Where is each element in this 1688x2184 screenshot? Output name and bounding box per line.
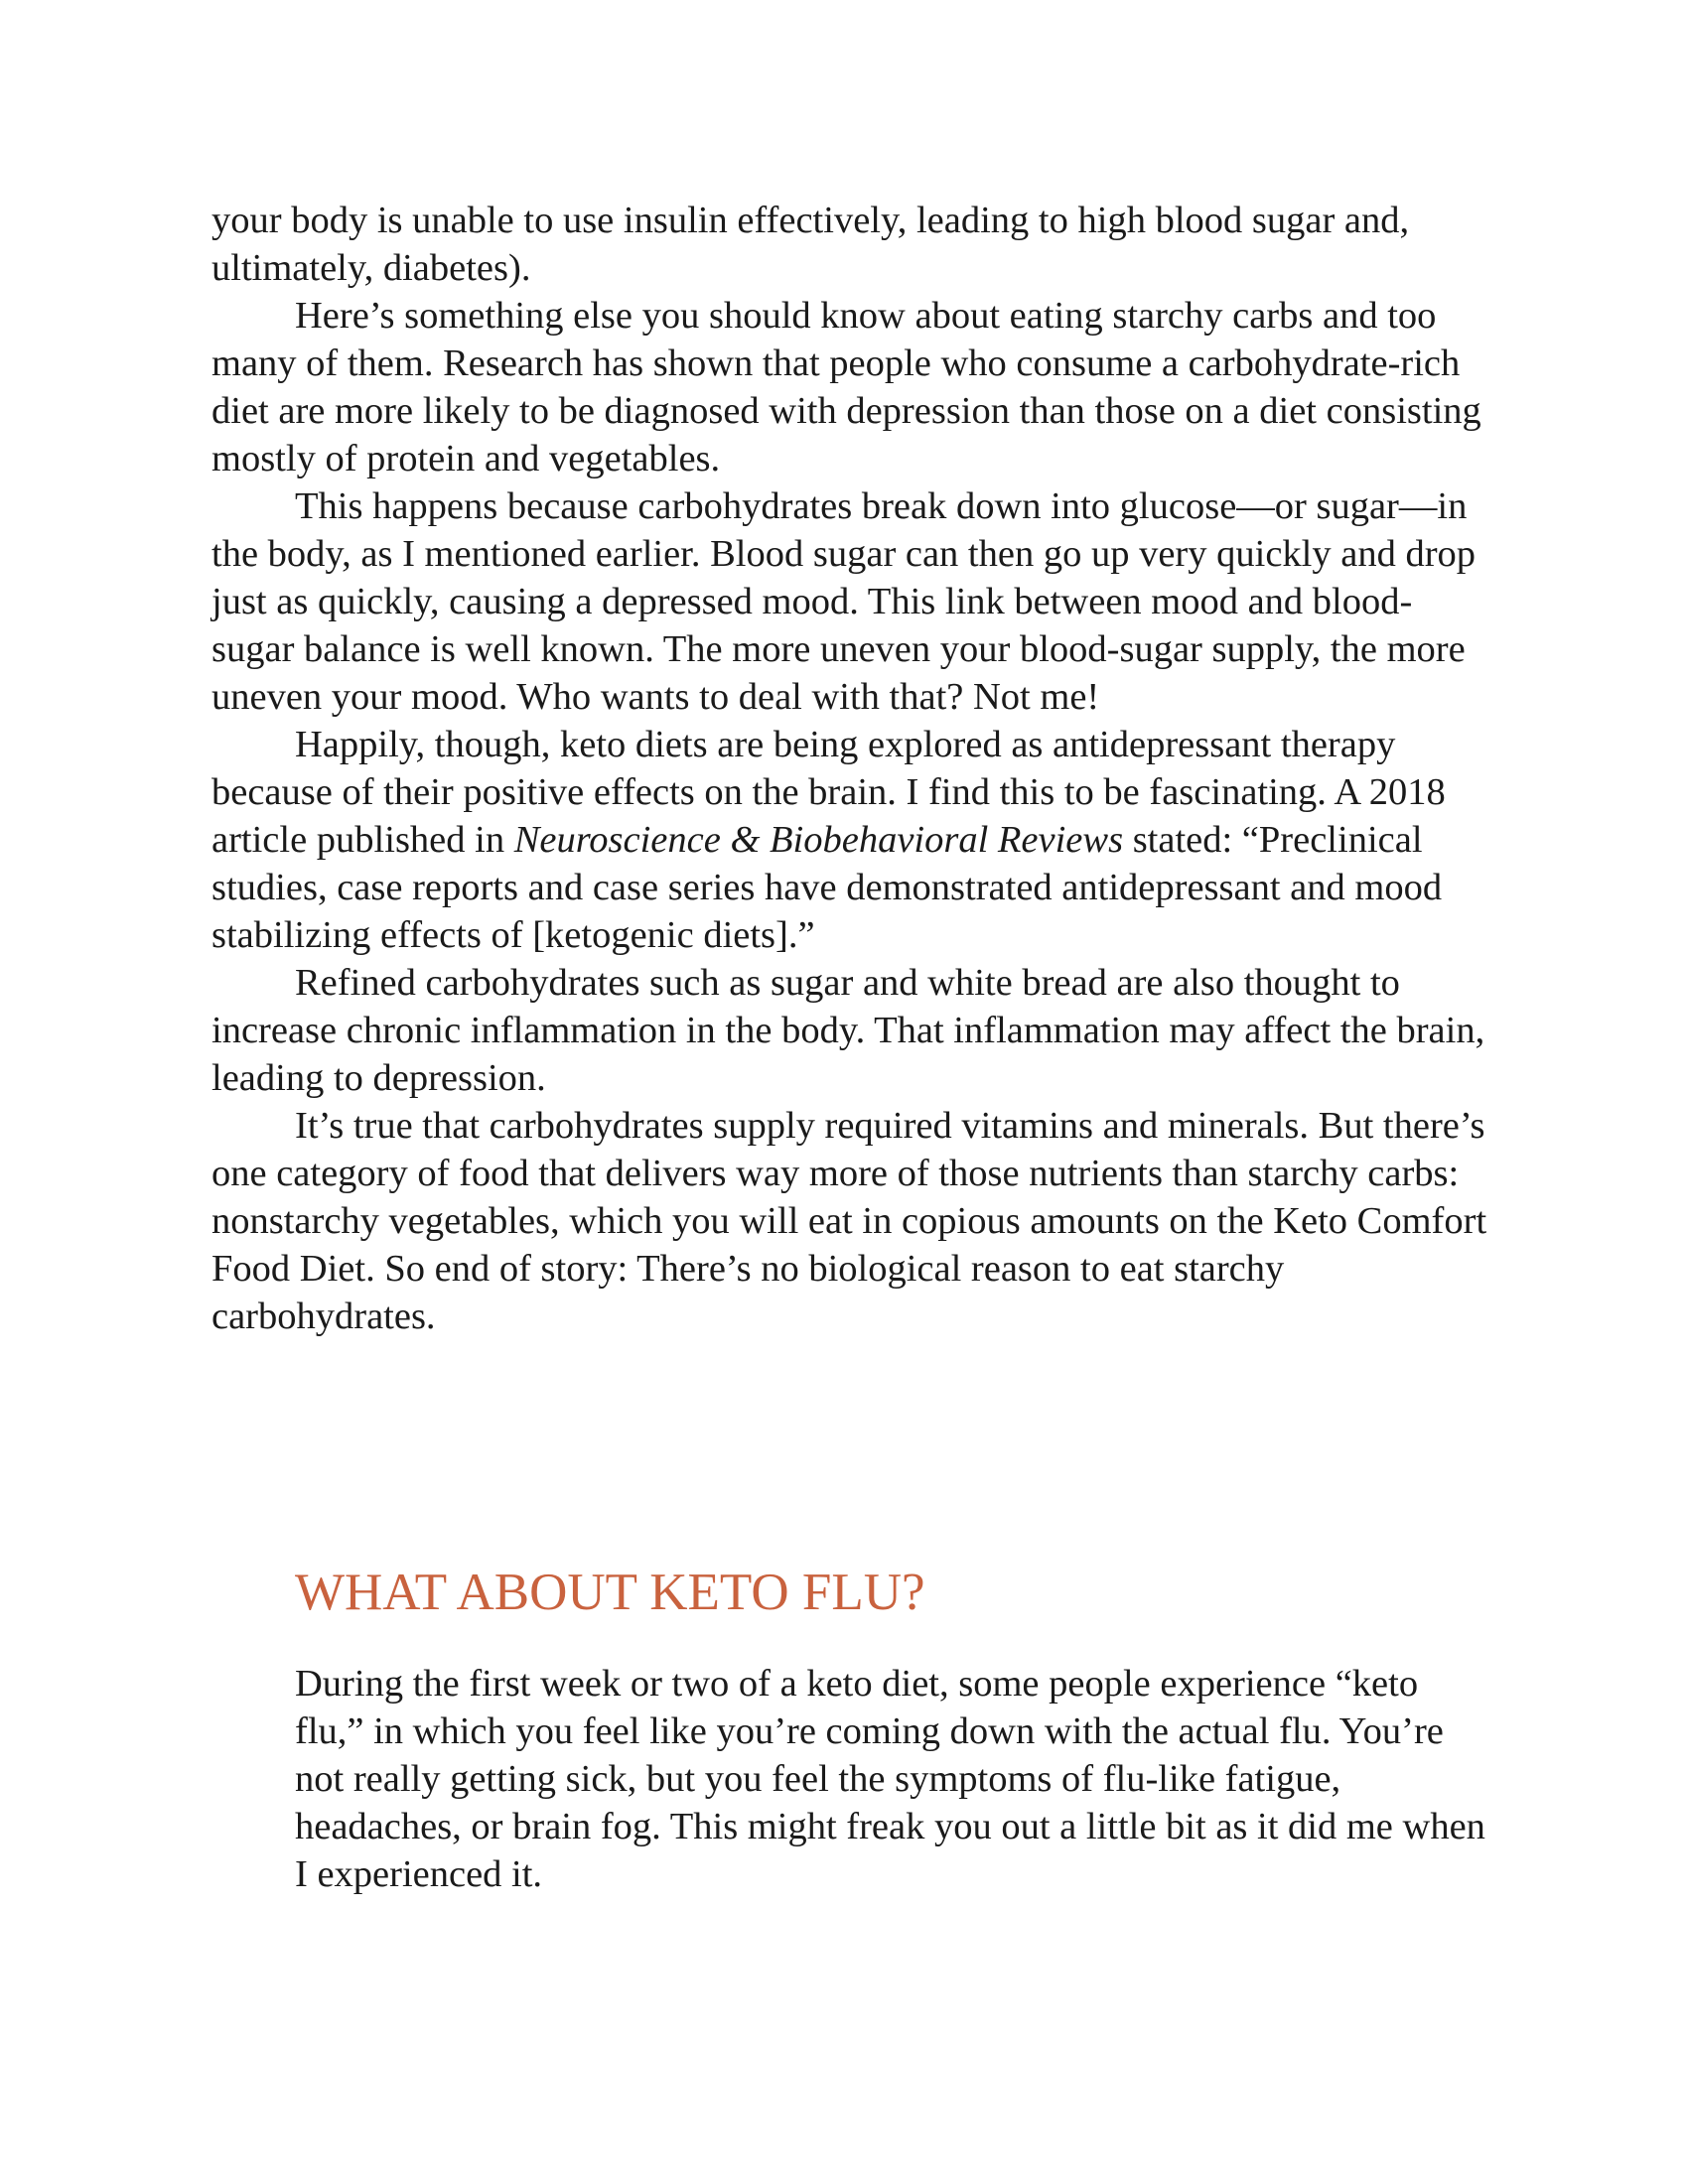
paragraph-continuation: your body is unable to use insulin effectively, leading to high blood sugar and, ultimately, diabetes). [211,200,1410,289]
paragraph-antidepressant-end: stated: “Preclinical studies, case reports and case series have demonstrated antidepressant and mood stabilizing effects of [ketogenic diets].” [211,819,1443,956]
paragraph-inflammation: Refined carbohydrates such as sugar and white bread are also thought to increase chronic inflammation in the body. That inflammation may affect the brain, leading to depression. [211,962,1485,1099]
paragraph-antidepressant-start: Happily, though, keto diets are being explored as antidepressant therapy because of their positive effects on the brain. I find this to be fascinating. A 2018 article published in [211,724,1446,861]
journal-title: Neuroscience & Biobehavioral Reviews [513,819,1124,861]
paragraph-glucose: This happens because carbohydrates break down into glucose—or sugar—in the body, as I mentioned earlier. Blood sugar can then go up very quickly and drop just as quickly, causing a depressed mood. This link between mood and blood-sugar balance is well known. The more uneven your blood-sugar supply, the more uneven your mood. Who wants to deal with that? Not me! [211,485,1477,718]
paragraph-antidepressant [211,721,1492,959]
paragraph-starchy-carbs: Here’s something else you should know about eating starchy carbs and too many of them. Research has shown that people who consume a carbohydrate-rich diet are more likely to be diagnosed with depression than those on a diet consisting mostly of protein and vegetables. [211,295,1481,479]
paragraph-keto-flu: During the first week or two of a keto diet, some people experience “keto flu,” in which you feel like you’re coming down with the actual flu. You’re not really getting sick, but you feel the symptoms of flu-like fatigue, headaches, or brain fog. This might freak you out a little bit as it did me when I experienced it. [295,1663,1485,1895]
paragraph-vitamins: It’s true that carbohydrates supply required vitamins and minerals. But there’s one category of food that delivers way more of those nutrients than starchy carbs: nonstarchy vegetables, which you will eat in copious amounts on the Keto Comfort Food Diet. So end of story: There’s no biological reason to eat starchy carbohydrates. [211,1105,1487,1337]
section-heading: WHAT ABOUT KETO FLU? [295,1564,925,1621]
body-text [211,197,1492,1340]
